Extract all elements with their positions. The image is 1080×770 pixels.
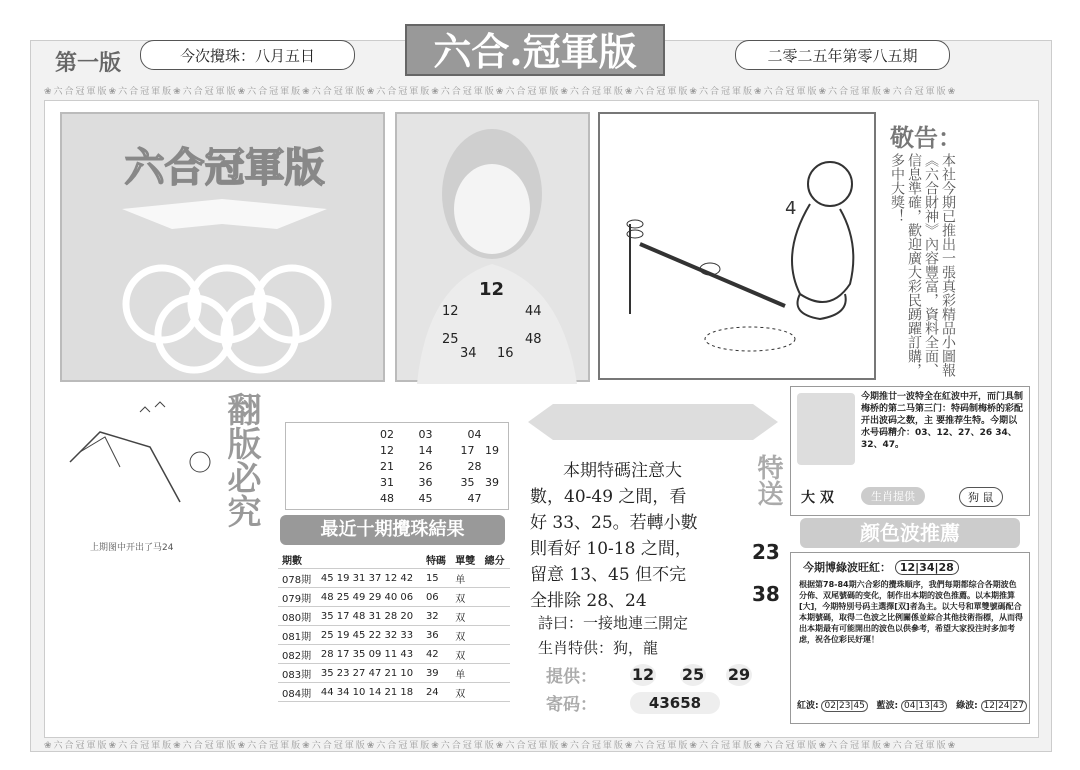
right-info-text: 今期推廿一波特全在紅波中开，而门具制梅桥的第二马第三门：特码制梅桥的彩配开出波码之数，主 要推荐生特。今期以水号码精介：03、12、27、26 34、32、47。 xyxy=(861,392,1024,450)
photo-number: 44 xyxy=(525,304,542,319)
special-line: 好 33、25。若轉小數 xyxy=(530,513,698,533)
portrait-image xyxy=(397,114,592,384)
special-line: 數，40-49 之間，看 xyxy=(530,487,687,507)
color-wave-body: 根据第78-84期六合彩的攪珠順序，我們每期都综合各期波色分佈、双尾號碼的变化，制作出本期的波色推薦。以本期推算[大]，今期特別号码主選擇[双]者為主。以大号和單雙號碼配合本期號碼，取得二色波之比例關係並綜合其他技術指標，从而得出本期最有可能開出的波色以供參考，希望大家投注时多加考虑，祝各位彩民好運！ xyxy=(799,580,1023,644)
history-title: 最近十期攪珠結果 xyxy=(280,515,505,545)
photo-number: 12 xyxy=(479,279,505,300)
issue-number: 二零二五年第零八五期 xyxy=(735,40,950,70)
border-pattern-bottom: ❀六合冠軍版❀六合冠軍版❀六合冠軍版❀六合冠軍版❀六合冠軍版❀六合冠軍版❀六合冠軍版❀六合冠軍版❀六合冠軍版❀六合冠軍版❀六合冠軍版❀六合冠軍版❀六合冠軍版❀六合冠軍版❀ xyxy=(44,741,958,751)
grid-row: 21 26 28 xyxy=(380,460,482,473)
jewel-image xyxy=(797,393,855,465)
supply-label: 提供： xyxy=(546,667,597,687)
cartoon-panel xyxy=(60,392,230,562)
special-line: 留意 13、45 但不完 xyxy=(530,565,687,585)
grid-row: 48 45 47 xyxy=(380,492,482,505)
banner-panel xyxy=(60,112,385,382)
supply-number: 12 xyxy=(631,665,655,684)
monkey-seesaw-icon xyxy=(600,114,874,378)
masthead-title: 六合.冠軍版 xyxy=(405,24,665,76)
poem-line: 詩曰：一接地連三開定 xyxy=(538,614,689,632)
notice-title: 敬告： xyxy=(890,123,962,152)
history-row: 079期 48 25 49 29 40 06 06 双 xyxy=(278,588,510,607)
olympic-rings-icon xyxy=(62,114,387,384)
history-row: 081期 25 19 45 22 32 33 36 双 xyxy=(278,626,510,645)
photo-number: 12 xyxy=(442,304,459,319)
photo-panel xyxy=(395,112,590,382)
special-banner xyxy=(528,404,778,440)
side-label: 特送 xyxy=(753,454,783,506)
side-number: 38 xyxy=(752,582,780,606)
color-wave-title: 颜色波推薦 xyxy=(800,518,1020,548)
history-row: 078期 45 19 31 37 12 42 15 单 xyxy=(278,569,510,588)
special-line: 全排除 28、24 xyxy=(530,591,647,611)
monkey-cartoon-panel xyxy=(598,112,876,380)
special-line: 則看好 10-18 之間， xyxy=(530,539,692,559)
color-wave-subtitle: 今期博綠波旺紅： 12|34|28 xyxy=(803,559,959,575)
history-row: 080期 35 17 48 31 28 20 32 双 xyxy=(278,607,510,626)
history-header-row: 期數 特碼 單雙 總分 xyxy=(278,550,510,569)
history-row: 083期 35 23 27 47 21 10 39 单 xyxy=(278,664,510,683)
big-small-label: 大 双 xyxy=(801,490,834,506)
side-number: 23 xyxy=(752,540,780,564)
notice-panel xyxy=(884,112,1024,380)
anti-copy-label: 翻版必究 xyxy=(221,392,261,528)
number-grid xyxy=(285,396,507,508)
photo-number: 16 xyxy=(497,346,514,361)
special-note-panel xyxy=(518,392,786,722)
grid-row: 12 14 17 19 xyxy=(380,444,499,457)
cartoon-caption: 上期图中开出了马24 xyxy=(90,543,174,553)
grid-row: 31 36 35 39 xyxy=(380,476,499,489)
photo-number: 34 xyxy=(460,346,477,361)
zodiac-supply-label: 生肖提供 xyxy=(861,487,925,505)
farm-cartoon-icon xyxy=(60,392,230,522)
grid-row: 02 03 04 xyxy=(380,428,482,441)
draw-date: 今次攪珠：八月五日 xyxy=(140,40,355,70)
history-table xyxy=(278,550,510,720)
photo-number: 25 xyxy=(442,332,459,347)
supply-number: 29 xyxy=(727,665,751,684)
photo-number: 48 xyxy=(525,332,542,347)
special-line: 本期特碼注意大 xyxy=(563,461,682,481)
edition-label: 第一版 xyxy=(54,50,121,76)
history-row: 084期 44 34 10 14 21 18 24 双 xyxy=(278,683,510,702)
zodiac-line: 生肖特供：狗，龍 xyxy=(538,639,659,657)
code-value: 43658 xyxy=(630,692,720,714)
history-row: 082期 28 17 35 09 11 43 42 双 xyxy=(278,645,510,664)
supply-number: 25 xyxy=(681,665,705,684)
code-label: 寄码： xyxy=(546,695,597,715)
right-info-panel xyxy=(790,386,1030,516)
wave-values: 紅波: 02|23|45 藍波: 04|13|43 綠波: 12|24|27 xyxy=(797,698,1027,711)
color-wave-panel xyxy=(790,552,1030,724)
zodiac-supply-value: 狗 鼠 xyxy=(959,487,1003,507)
notice-body: 本社今期已推出一張真彩精品小圖報《六合財神》內容豐富，資料全面、信息準確，歡迎廣大彩民踴躍訂購，多中大獎！ xyxy=(889,153,956,377)
border-pattern-top: ❀六合冠軍版❀六合冠軍版❀六合冠軍版❀六合冠軍版❀六合冠軍版❀六合冠軍版❀六合冠軍版❀六合冠軍版❀六合冠軍版❀六合冠軍版❀六合冠軍版❀六合冠軍版❀六合冠軍版❀六合冠軍版❀ xyxy=(44,87,958,97)
banner-title: 六合冠軍版 xyxy=(124,144,325,191)
svg-text:4: 4 xyxy=(785,198,797,219)
